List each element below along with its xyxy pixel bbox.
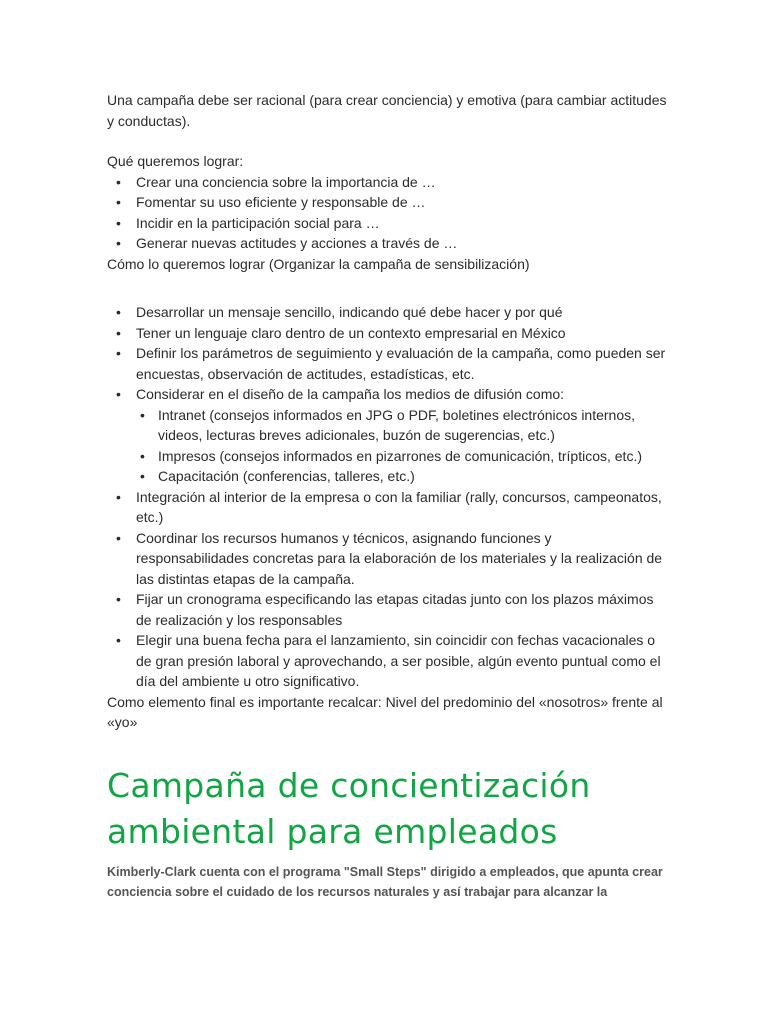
- sub-list-item: • Impresos (consejos informados en pizarrones de comunicación, trípticos, etc.): [136, 446, 667, 467]
- intro-paragraph: Una campaña debe ser racional (para crear conciencia) y emotiva (para cambiar actitudes y conductas).: [107, 92, 667, 129]
- list-item: • Incidir en la participación social para …: [107, 213, 667, 234]
- document-page: [107, 90, 667, 902]
- list-item-text: Considerar en el diseño de la campaña los medios de difusión como:: [136, 386, 565, 402]
- sub-list-item: • Capacitación (conferencias, talleres, etc.): [136, 466, 667, 487]
- list-item: [107, 384, 667, 487]
- steps-list: [107, 302, 667, 692]
- list-item: • Integración al interior de la empresa o con la familiar (rally, concursos, campeonatos, etc.): [107, 487, 667, 528]
- list-item: • Crear una conciencia sobre la importancia de …: [107, 172, 667, 193]
- section-title: Campaña de concientización ambiental para empleados: [107, 765, 591, 851]
- list-item: • Fomentar su uso eficiente y responsable de …: [107, 192, 667, 213]
- section-lead: Kimberly-Clark cuenta con el programa "Small Steps" dirigido a empleados, que apunta crear conciencia sobre el cuidado de los recursos naturales y así trabajar para alcanzar la: [107, 864, 663, 899]
- list-item: • Fijar un cronograma especificando las etapas citadas junto con los plazos máximos de realización y los responsables: [107, 589, 667, 630]
- list-item: • Tener un lenguaje claro dentro de un contexto empresarial en México: [107, 323, 667, 344]
- list-item: • Elegir una buena fecha para el lanzamiento, sin coincidir con fechas vacacionales o de gran presión laboral y aprovechando, a ser posible, algún evento puntual como el día del ambiente u otro significativo.: [107, 630, 667, 692]
- goals-heading: Qué queremos lograr:: [107, 153, 244, 169]
- media-list: [136, 405, 667, 487]
- list-item: • Coordinar los recursos humanos y técnicos, asignando funciones y responsabilidades concretas para la elaboración de los materiales y la realización de las distintas etapas de la campaña.: [107, 528, 667, 590]
- list-item: • Desarrollar un mensaje sencillo, indicando qué debe hacer y por qué: [107, 302, 667, 323]
- goals-list: [107, 172, 667, 254]
- list-item: • Definir los parámetros de seguimiento y evaluación de la campaña, como pueden ser encuestas, observación de actitudes, estadísticas, etc.: [107, 343, 667, 384]
- sub-list-item: • Intranet (consejos informados en JPG o PDF, boletines electrónicos internos, videos, lecturas breves adicionales, buzón de sugerencias, etc.): [136, 405, 667, 446]
- closing-paragraph: Como elemento final es importante recalcar: Nivel del predominio del «nosotros» frente al «yo»: [107, 693, 663, 730]
- how-heading: Cómo lo queremos lograr (Organizar la campaña de sensibilización): [107, 255, 530, 272]
- list-item: • Generar nuevas actitudes y acciones a través de …: [107, 233, 667, 254]
